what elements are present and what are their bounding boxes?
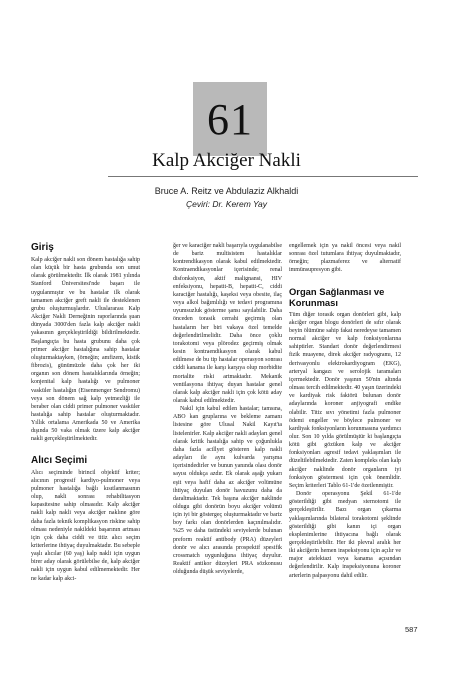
chapter-title: Kalp Akciğer Nakli (152, 150, 301, 171)
paragraph: Tüm diğer torasik organ donörleri gibi, kalp akciğer organ blogu donörleri de sıfır olarak beyin ölümüne sahip fakat neredeyse tamamen normal akciğer ve kalp fonksiyonlarına sahiptirler. Standart donör değerlendirmesi fizik muayene, direk akciğer radyogramı, 12 derivasyonlu elektrokardiyogram (EKG), arteryal kangazı ve serolojik taramaları içermektedir. Donör yaşının 50'nin altında olması tercih edilmektedir. 40 yaşın üzerindeki ve kardiyak risk faktörü bulunan donör adaylarında koroner anjiyografi endike olabilir. Titiz sıvı yönetimi fazla pulmoner ödemi engeller ve böylece pulmoner ve kardiyak fonksiyonların korunmasına yardımcı olur. Son 10 yılda görülmüştür ki başlangıçta kötü gibi gözüken kalp ve akciğer fonksiyonları agresif tedavi yaklaşımları ile düzeltilebilmektedir. Zaten kompleks olan kalp akciğer naklinde donör organların iyi fonksiyon göstermesi için çok önemlidir. Seçim kriterleri Tablo 61-1'de özetlenmiştir. (289, 311, 401, 489)
chapter-authors: Bruce A. Reitz ve Abdulaziz Alkhaldi (154, 186, 299, 196)
paragraph: ğer ve karaciğer nakli başarıyla uygulanabilse de bariz multisistem hastalıklar kontrendikasyon olarak kabul edilmektedir. Kontraendikasyonlar içerisinde; renal disfonksiyon, aktif malignansi, HIV enfeksiyonu, hepatit-B, hepatit-C, ciddi karaciğer hastalığı, kaşeksi veya obesite, ilaç veya alkol bağımlılığı ve tedavi programına uyumsuzluk gösterme şansı sayılabilir. Daha önceden torasik cerrahi geçirmiş olan hastaların her biri vakaya özel temelde değerlendirilmelidir. Daha önce çoklu torakotomi veya plörodez geçirmiş olmak kesin kontraendikasyon olarak kabul edilmese de bu tip hastalar operasyon sonrası ciddi kanama ile karşı karşıya olup morbidite mortalite riski artmaktadır. Mekanik ventilasyona ihtiyaç duyan hastalar genel olarak kalp akciğer nakli için çok kötü aday olarak kabul edilmektedir. (173, 243, 282, 404)
section-heading-organ-saglanmasi: Organ Sağlanması ve Korunması (289, 285, 385, 308)
text-column-middle (173, 242, 282, 576)
text-column-left (31, 242, 140, 583)
paragraph: Kalp akciğer nakli son dönem hastalığa sahip olan küçük bir hasta grubunda son umut olarak görülmektedir. İlk olarak 1981 yılında Stanford Üniversitesi'nde başarı ile uygulanmıştır ve bu hastalar ilk olarak tamamen akciğer greft nakli ile desteklenen grubu oluşturmuşlardır. Uluslararası Kalp Akciğer Nakli Derneğinin raporlarında şuan dünyada 3000'den fazla kalp akciğer nakli yakasının gerçekleştirildiği bildirilmektedir. Başlangıçta bu hasta grubunu daha çok primer akciğer hastalığına sahip hastalar oluşturmaktayken, (örneğin; amfizem, kistik fibrozis), günümüzde daha çok her iki organın son dönem hastalıklarında örneğin; konjenital kalp hastalığı ve pulmoner vasküler hastalığın (Eisenmenger Sendromu) veya son dönem sağ kalp yetmezliği ile beraber olan ciddi primer pulmoner vasküler hastalığa sahip hastalar oluşturmaktadır. Yıllık ortalama Amerikada 50 ve Amerika dışında 50 vaka olmak üzere kalp akciğer nakli gerçekleştirilmektedir. (31, 257, 140, 443)
paragraph: engellemek için ya nakil öncesi veya nakil sonrası özel tutumlara ihtiyaç duyulmaktadır, örneğin; plazmaferez ve alternatif immünsupresyon gibi. (289, 243, 401, 274)
paragraph: Alıcı seçiminde birincil objektif kriter; alıcının progresif kardiyo-pulmoner veya pulmoner hastalığa bağlı kısıtlanmasının olup, nakli sonrası rehabilitasyon kapasitesine sahip olmasıdır. Kalp akciğer nakli kalp nakli veya akciğer naklıne göre daha fazla teknik komplikasyon riskine sahip olması nedeniyle nakildeki başarının artması için çok daha ciddi ve titiz alıcı seçim kriterlerine ihtiyaç duyulmaktadır. Bu sebeple yaşlı alıcılar (60 yaş) kalp nakli için uygun birer aday olarak görülebilse de, kalp akciğer nakli için uygun kabul edilmemektedir. Her ne kadar kalp akci- (31, 469, 140, 582)
paragraph: Donör operasyonu Şekil 61-1'de gösterildiği gibi medyan sternotomi ile gerçekleştirilir. Bazı organ çıkarma yaklaşımlarında bilateral torakotomi şeklinde gösterildiği gibi kanın içi organ eksplenimlerine ihtiyacına bağlı olarak gerçekleştirilebilir. Her iki plevral aralık her iki akciğerin hemen inspeksiyonu için açılır ve major atelektazi veya kanama açısından değerlendirilir. Kalp inspeksiyonuna koroner arterlerin palpasyonu dahil edilir. (289, 491, 401, 579)
section-heading-giris: Giriş (31, 242, 54, 253)
title-divider (108, 176, 418, 177)
page-number: 587 (405, 625, 418, 634)
section-heading-alici-secimi: Alıcı Seçimi (31, 454, 88, 466)
text-column-right (289, 242, 401, 580)
paragraph: Nakil için kabul edilen hastalar; tamsına, ABO kan gruplarına ve bekleme zamanı listesine göre Ulusal Nakil Kayıt'ta listelenirler. Kalp akciğer nakli adayları genel olarak kritik hastalığa sahip ve çoğunlukla daha fazla acillyet gösteren kalp nakli adayları ile aynı kulvarda yarışma içerisindedirler ve bunun yanında olası donör sayısı oldukça azdır. Ek olarak aşağı yukarı eşit veya hafif daha az akciğer volümüne ihtiyaç duyulan donör havuzunu daha da daraltmaktadır. Tek başına akciğer naklinde oldugu gibi donörün boyu akciğer volümü için iyi bir göstergeç oluşturmaktadır ve bariz boy farkı olan donörlerden kaçınılmalıdır. %25 ve daha üstündeki seviyelerde bulunan preform reaktif antibody (PRA) düzeyleri donör ve alıcı arasında prospektif spesifik crossmatch uygunluğuna ihtiyaç duyulur. Reaktif antikor düzeyleri PRA sözkonusu olduğunda düşük seviyelerde, (173, 406, 282, 576)
chapter-number: 61 (207, 94, 253, 144)
chapter-number-box (193, 82, 267, 156)
chapter-translator: Çeviri: Dr. Kerem Yay (185, 199, 268, 209)
